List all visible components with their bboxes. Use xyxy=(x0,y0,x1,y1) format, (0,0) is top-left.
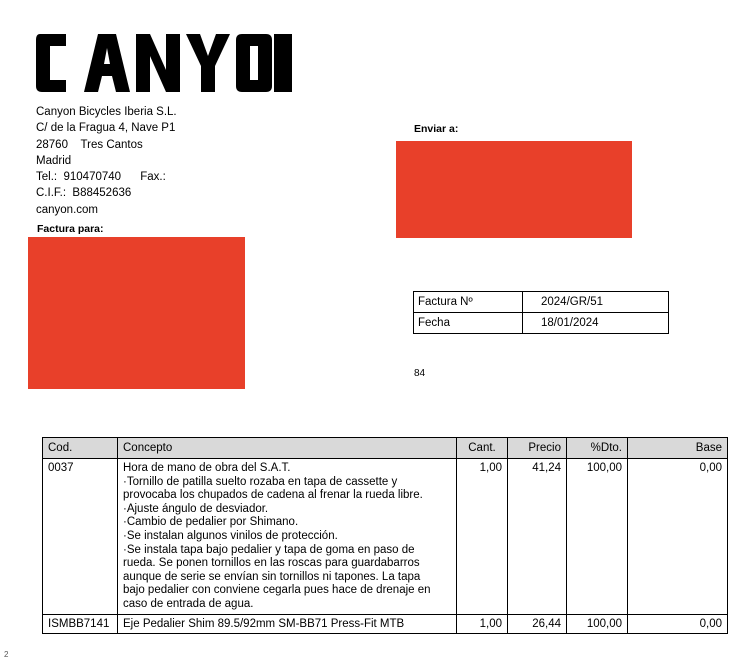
invoice-number-value: 2024/GR/51 xyxy=(523,292,669,313)
invoice-date-value: 18/01/2024 xyxy=(523,313,669,334)
row2-base: 0,00 xyxy=(628,614,728,634)
header-cod: Cod. xyxy=(43,438,118,459)
concept-line: ·Se instala tapa bajo pedalier y tapa de goma en paso de xyxy=(123,543,415,556)
concept-line: Eje Pedalier Shim 89.5/92mm SM-BB71 Press-Fit MTB xyxy=(123,617,405,630)
row2-cant: 1,00 xyxy=(457,614,508,634)
row2-cod: ISMBB7141 xyxy=(43,614,118,634)
canyon-logo xyxy=(36,30,292,96)
company-cif: C.I.F.: B88452636 xyxy=(36,187,132,200)
invoice-meta-table xyxy=(413,291,669,334)
concept-line: aunque de serie se envían sin tornillos ni tapones. La tapa xyxy=(123,570,421,583)
concept-line: ·Se instalan algunos vinilos de protección. xyxy=(123,529,338,542)
header-concepto: Concepto xyxy=(118,438,457,459)
company-name: Canyon Bicycles Iberia S.L. xyxy=(36,106,177,118)
company-city: Madrid xyxy=(36,154,72,167)
table-row xyxy=(43,459,728,615)
concept-line: provocaba los chupados de cadena al frenar la rueda libre. xyxy=(123,489,423,502)
invoice-date-label: Fecha xyxy=(414,313,523,334)
concept-line: ·Tornillo de patilla suelto rozaba en tapa de cassette y xyxy=(123,475,398,488)
company-address: C/ de la Fragua 4, Nave P1 xyxy=(36,122,176,135)
items-header-row xyxy=(43,438,728,459)
row2-precio: 26,44 xyxy=(508,614,567,634)
company-phone: Tel.: 910470740 Fax.: xyxy=(36,171,166,184)
header-base: Base xyxy=(628,438,728,459)
ship-to-label: Enviar a: xyxy=(414,123,459,135)
header-dto: %Dto. xyxy=(567,438,628,459)
concept-line: Hora de mano de obra del S.A.T. xyxy=(123,462,291,474)
row2-concepto xyxy=(118,614,457,634)
header-precio: Precio xyxy=(508,438,567,459)
row1-base: 0,00 xyxy=(628,459,728,615)
table-row xyxy=(43,614,728,634)
concept-line: rueda. Se ponen tornillos en las roscas para guardabarros xyxy=(123,557,420,570)
row1-dto: 100,00 xyxy=(567,459,628,615)
row1-cant: 1,00 xyxy=(457,459,508,615)
row1-precio: 41,24 xyxy=(508,459,567,615)
invoice-number-label: Factura Nº xyxy=(414,292,523,313)
concept-line: caso de entrada de agua. xyxy=(123,597,254,610)
company-web: canyon.com xyxy=(36,203,99,216)
bill-to-label: Factura para: xyxy=(37,223,104,235)
row2-dto: 100,00 xyxy=(567,614,628,634)
concept-line: bajo pedalier con conviene cegarla pues hace de drenaje en xyxy=(123,584,431,597)
concept-line: ·Cambio de pedalier por Shimano. xyxy=(123,516,299,529)
company-postal: 28760 Tres Cantos xyxy=(36,138,143,151)
row1-concepto xyxy=(118,459,457,615)
ship-to-redacted-block xyxy=(396,141,632,238)
invoice-code: 84 xyxy=(414,368,426,379)
header-cant: Cant. xyxy=(457,438,508,459)
bill-to-redacted-block xyxy=(28,237,245,389)
concept-line: ·Ajuste ángulo de desviador. xyxy=(123,502,269,515)
page-marker: 2 xyxy=(4,650,9,659)
company-info xyxy=(36,104,177,218)
row1-cod: 0037 xyxy=(43,459,118,615)
invoice-date-row xyxy=(414,313,669,334)
invoice-number-row xyxy=(414,292,669,313)
items-table xyxy=(42,437,728,634)
